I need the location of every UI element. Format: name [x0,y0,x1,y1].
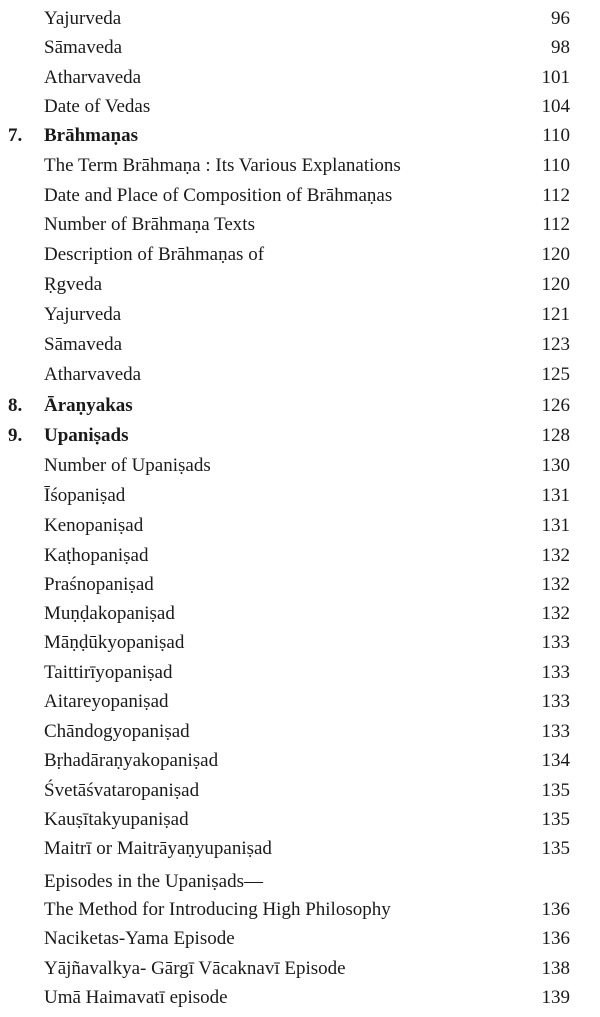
toc-entry-row [0,4,600,34]
toc-title: Śvetāśvataropaniṣad [44,780,200,801]
page-number: 128 [541,425,570,446]
page-number: 121 [541,304,570,325]
toc-title: Chāndogyopaniṣad [44,721,190,742]
page-number: 130 [541,455,570,476]
page-number: 96 [551,8,570,29]
toc-title: Īśopaniṣad [44,485,126,506]
page-number: 101 [541,67,570,88]
toc-entry-row [0,33,600,63]
toc-entry-row [0,628,600,658]
page-number: 136 [541,928,570,949]
page-number: 104 [541,96,570,117]
toc-title: Taittirīyopaniṣad [44,662,173,683]
toc-entry-row [0,92,600,122]
page-number: 132 [541,603,570,624]
page-number: 123 [541,334,570,355]
toc-entry-row [0,867,600,897]
toc-title: Kenopaniṣad [44,515,144,536]
toc-entry-row [0,181,600,211]
toc-entry-row [0,805,600,835]
toc-entry-row [0,924,600,954]
toc-title: Number of Upaniṣads [44,455,211,476]
toc-title: Āraṇyakas [44,395,133,416]
toc-entry-row [0,151,600,181]
page-number: 133 [541,632,570,653]
toc-title: Muṇḍakopaniṣad [44,603,175,624]
page-number: 112 [542,214,570,235]
toc-title: Number of Brāhmaṇa Texts [44,214,255,235]
page-number: 133 [541,721,570,742]
toc-entry-row [0,330,600,360]
toc-title: Sāmaveda [44,334,123,355]
page-number: 125 [541,364,570,385]
page-number: 120 [541,244,570,265]
toc-entry-row [0,776,600,806]
toc-title: Atharvaveda [44,364,142,385]
toc-title: Māṇḍūkyopaniṣad [44,632,185,653]
toc-chapter-row [0,391,600,421]
toc-entry-row [0,895,600,925]
page-number: 135 [541,780,570,801]
page-number: 133 [541,662,570,683]
toc-title: Sāmaveda [44,37,123,58]
toc-entry-row [0,451,600,481]
page-number: 135 [541,809,570,830]
page-number: 133 [541,691,570,712]
toc-entry-row [0,360,600,390]
toc-title: The Method for Introducing High Philosophy [44,899,391,920]
toc-entry-row [0,300,600,330]
toc-title: Praśnopaniṣad [44,574,154,595]
toc-entry-row [0,570,600,600]
toc-title: Upaniṣads [44,425,129,446]
toc-title: Bṛhadāraṇyakopaniṣad [44,750,219,771]
toc-title: Description of Brāhmaṇas of [44,244,265,265]
toc-title: Yajurveda [44,8,122,29]
toc-entry-row [0,240,600,270]
toc-title: Brāhmaṇas [44,125,138,146]
chapter-number: 8. [8,395,23,416]
toc-entry-row [0,541,600,571]
toc-title: Atharvaveda [44,67,142,88]
chapter-number: 7. [8,125,23,146]
toc-title: Naciketas-Yama Episode [44,928,235,949]
toc-entry-row [0,270,600,300]
page-number: 138 [541,958,570,979]
page-number: 131 [541,485,570,506]
toc-entry-row [0,746,600,776]
toc-entry-row [0,983,600,1013]
toc-title: Aitareyopaniṣad [44,691,169,712]
toc-title: Kauṣītakyupaniṣad [44,809,189,830]
toc-entry-row [0,687,600,717]
toc-title: Kaṭhopaniṣad [44,545,149,566]
page-number: 120 [541,274,570,295]
chapter-number: 9. [8,425,23,446]
toc-entry-row [0,599,600,629]
page-number: 112 [542,185,570,206]
toc-entry-row [0,834,600,864]
toc-title: Episodes in the Upaniṣads— [44,871,264,892]
toc-title: Ṛgveda [44,274,103,295]
toc-entry-row [0,481,600,511]
page-number: 131 [541,515,570,536]
page-number: 126 [541,395,570,416]
page-number: 134 [541,750,570,771]
toc-entry-row [0,717,600,747]
toc-title: Yājñavalkya- Gārgī Vācaknavī Episode [44,958,346,979]
toc-title: Date of Vedas [44,96,151,117]
toc-entry-row [0,658,600,688]
page-number: 110 [542,125,570,146]
page-number: 135 [541,838,570,859]
toc-entry-row [0,63,600,93]
toc-title: Umā Haimavatī episode [44,987,228,1008]
page-number: 132 [541,545,570,566]
toc-entry-row [0,210,600,240]
toc-entry-row [0,511,600,541]
toc-title: Yajurveda [44,304,122,325]
toc-entry-row [0,954,600,984]
page-number: 132 [541,574,570,595]
page-number: 98 [551,37,570,58]
toc-title: The Term Brāhmaṇa : Its Various Explanations [44,155,401,176]
toc-chapter-row [0,421,600,451]
page-number: 136 [541,899,570,920]
page-number: 139 [541,987,570,1008]
page-number: 110 [542,155,570,176]
toc-title: Maitrī or Maitrāyaṇyupaniṣad [44,838,272,859]
toc-chapter-row [0,121,600,151]
toc-title: Date and Place of Composition of Brāhmaṇas [44,185,393,206]
